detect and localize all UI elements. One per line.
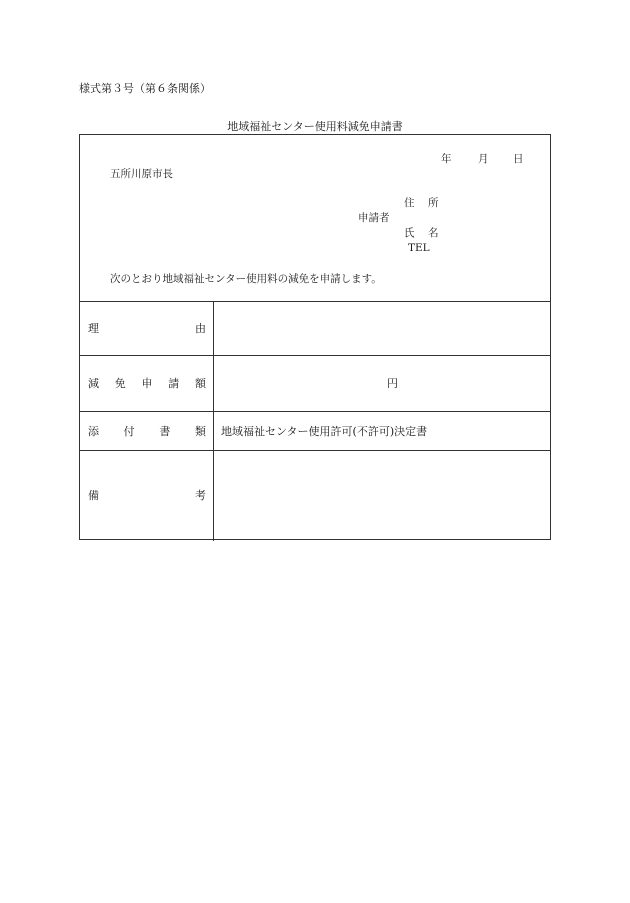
divider-row-2 [80, 411, 550, 412]
name-label-char-2: 名 [428, 227, 439, 239]
divider-row-1 [80, 355, 550, 356]
label-char: 請 [168, 377, 180, 390]
divider-header [80, 301, 550, 302]
attachment-document-name: 地域福祉センター使用許可(不許可)決定書 [221, 425, 428, 438]
addressee: 五所川原市長 [110, 168, 173, 180]
divider-row-3 [80, 450, 550, 451]
date-month-label: 月 [478, 153, 489, 165]
applicant-label: 申請者 [358, 212, 390, 224]
application-form-table [79, 134, 551, 540]
label-char: 額 [195, 377, 206, 390]
date-year-label: 年 [441, 153, 452, 165]
label-column-divider [213, 302, 214, 541]
label-char: 由 [195, 322, 206, 335]
remarks-field[interactable] [220, 456, 546, 534]
label-char: 免 [114, 377, 126, 390]
address-label-char-1: 住 [404, 197, 415, 209]
row-label-reduction-amount [88, 377, 206, 390]
label-char: 申 [141, 377, 153, 390]
row-label-remarks [88, 489, 206, 502]
label-char: 備 [88, 489, 99, 502]
tel-label: TEL [408, 242, 430, 254]
label-char: 書 [159, 425, 171, 438]
address-label-char-2: 所 [428, 197, 439, 209]
yen-unit-label: 円 [387, 377, 398, 390]
label-char: 考 [195, 489, 206, 502]
application-statement: 次のとおり地域福祉センター使用料の減免を申請します。 [110, 273, 382, 285]
row-label-reason [88, 322, 206, 335]
label-char: 減 [88, 377, 99, 390]
label-char: 理 [88, 322, 99, 335]
reason-field[interactable] [220, 307, 546, 351]
name-label-char-1: 氏 [404, 227, 415, 239]
label-char: 付 [123, 425, 135, 438]
form-title: 地域福祉センター使用料減免申請書 [227, 120, 403, 133]
label-char: 添 [88, 425, 99, 438]
label-char: 類 [194, 425, 206, 438]
row-label-attachments [88, 425, 206, 438]
date-day-label: 日 [513, 153, 524, 165]
form-number: 様式第３号（第６条関係） [79, 82, 211, 95]
